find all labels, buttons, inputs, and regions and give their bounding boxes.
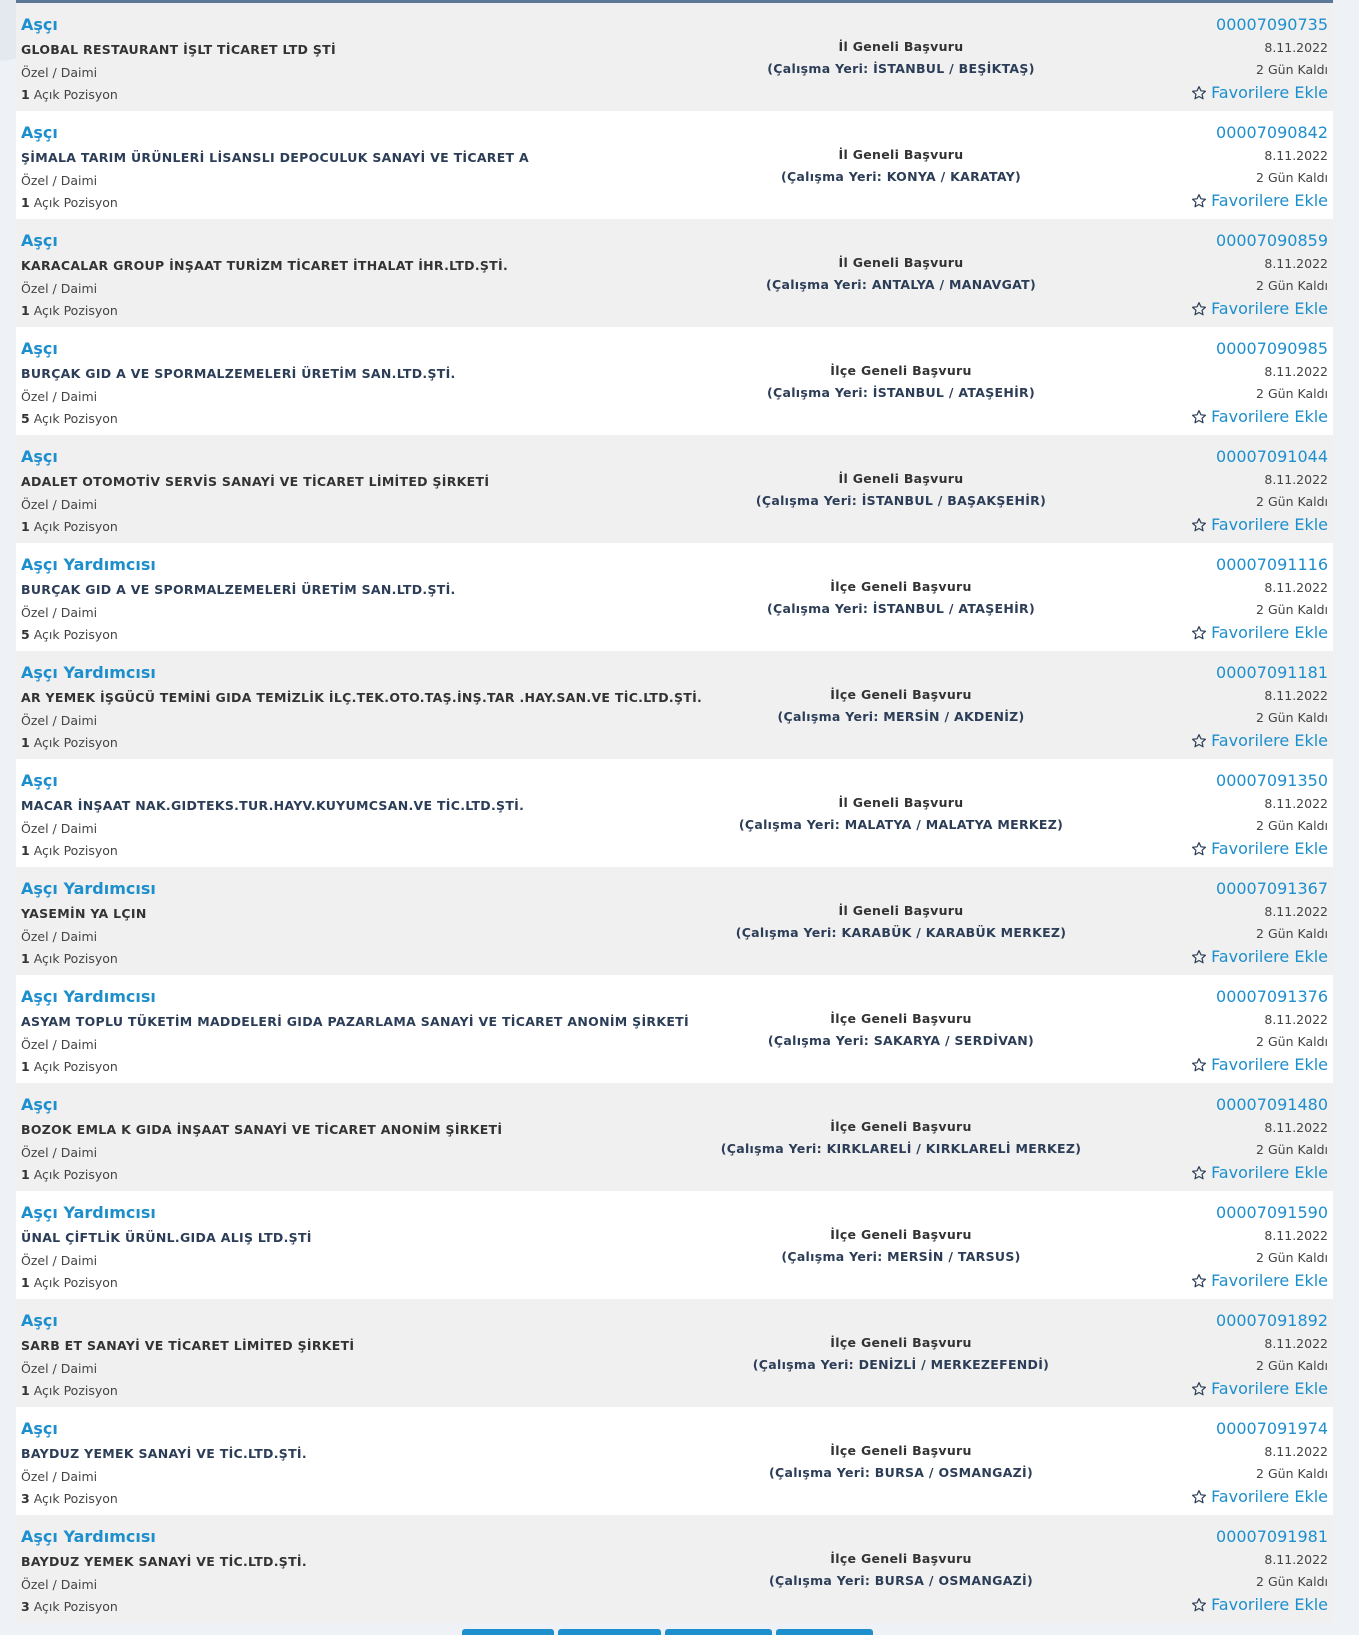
job-title-link[interactable]: Aşçı Yardımcısı [21,879,156,898]
work-location: (Çalışma Yeri: İSTANBUL / BEŞİKTAŞ) [767,61,1035,76]
job-listing-row [16,327,1333,435]
company-name: MACAR İNŞAAT NAK.GIDTEKS.TUR.HAYV.KUYUMCSAN.VE TİC.LTD.ŞTİ. [21,798,525,813]
days-left: 2 Gün Kaldı [1256,386,1328,401]
open-positions-count: 1 [21,303,30,318]
employment-type: Özel / Daimi [21,173,98,188]
open-positions-label: Açık Pozisyon [33,735,118,750]
job-listing-row [16,1191,1333,1299]
listing-date: 8.11.2022 [1264,1012,1328,1027]
add-to-favorites-button[interactable] [1191,191,1328,210]
application-scope: İlçe Geneli Başvuru [830,1335,972,1350]
open-positions-label: Açık Pozisyon [33,303,118,318]
application-scope: İl Geneli Başvuru [838,795,964,810]
days-left: 2 Gün Kaldı [1256,494,1328,509]
employment-type: Özel / Daimi [21,821,98,836]
open-positions-count: 1 [21,1167,30,1182]
add-to-favorites-label: Favorilere Ekle [1211,731,1328,750]
open-positions [21,1167,118,1182]
company-name: ASYAM TOPLU TÜKETİM MADDELERİ GIDA PAZARLAMA SANAYİ VE TİCARET ANONİM ŞİRKETİ [21,1014,689,1029]
listing-number-link[interactable]: 00007091590 [1216,1203,1328,1222]
job-title-link[interactable]: Aşçı Yardımcısı [21,1203,156,1222]
work-location: (Çalışma Yeri: BURSA / OSMANGAZİ) [768,1465,1034,1480]
application-scope-block [576,1551,1226,1588]
listing-date: 8.11.2022 [1264,1444,1328,1459]
application-scope-block [576,39,1226,76]
listing-date: 8.11.2022 [1264,256,1328,271]
add-to-favorites-label: Favorilere Ekle [1211,1163,1328,1182]
job-listing-row [16,1407,1333,1515]
employment-type: Özel / Daimi [21,497,98,512]
job-listing-row [16,1083,1333,1191]
application-scope: İlçe Geneli Başvuru [830,1119,972,1134]
company-name: YASEMİN YA LÇIN [21,906,147,921]
job-title-link[interactable]: Aşçı [21,1095,58,1114]
application-scope-block [576,687,1226,724]
job-title-link[interactable]: Aşçı [21,339,58,358]
job-title-link[interactable]: Aşçı [21,771,58,790]
open-positions-count: 5 [21,627,30,642]
add-to-favorites-button[interactable] [1191,1379,1328,1398]
open-positions-count: 1 [21,87,30,102]
work-location: (Çalışma Yeri: İSTANBUL / ATAŞEHİR) [766,385,1035,400]
employment-type: Özel / Daimi [21,1361,98,1376]
work-location: (Çalışma Yeri: DENİZLİ / MERKEZEFENDİ) [752,1357,1050,1372]
company-name: BOZOK EMLA K GIDA İNŞAAT SANAYİ VE TİCARET ANONİM ŞİRKETİ [21,1122,503,1137]
add-to-favorites-label: Favorilere Ekle [1211,623,1328,642]
application-scope-block [576,579,1226,616]
star-icon [1191,517,1207,533]
company-name: BAYDUZ YEMEK SANAYİ VE TİC.LTD.ŞTİ. [21,1554,307,1569]
job-listing-row [16,975,1333,1083]
application-scope: İlçe Geneli Başvuru [830,1443,972,1458]
listing-number-link[interactable]: 00007091350 [1216,771,1328,790]
job-listing-row [16,1515,1333,1623]
application-scope: İl Geneli Başvuru [838,147,964,162]
days-left: 2 Gün Kaldı [1256,1466,1328,1481]
add-to-favorites-button[interactable] [1191,83,1328,102]
job-title-link[interactable]: Aşçı Yardımcısı [21,1527,156,1546]
open-positions-count: 1 [21,1275,30,1290]
listing-number-link[interactable]: 00007091981 [1216,1527,1328,1546]
star-icon [1191,1489,1207,1505]
open-positions [21,843,118,858]
listing-number-link[interactable]: 00007091974 [1216,1419,1328,1438]
listing-number-link[interactable]: 00007090735 [1216,15,1328,34]
add-to-favorites-label: Favorilere Ekle [1211,1379,1328,1398]
open-positions [21,627,118,642]
listing-date: 8.11.2022 [1264,364,1328,379]
add-to-favorites-button[interactable] [1191,1055,1328,1074]
open-positions [21,195,118,210]
days-left: 2 Gün Kaldı [1256,1034,1328,1049]
job-listing-row [16,1299,1333,1407]
job-listing-row [16,543,1333,651]
work-location: (Çalışma Yeri: İSTANBUL / BAŞAKŞEHİR) [755,493,1047,508]
job-title-link[interactable]: Aşçı Yardımcısı [21,987,156,1006]
open-positions [21,1275,118,1290]
application-scope: İlçe Geneli Başvuru [830,579,972,594]
star-icon [1191,409,1207,425]
company-name: ŞİMALA TARIM ÜRÜNLERİ LİSANSLI DEPOCULUK SANAYİ VE TİCARET A [21,150,530,165]
work-location: (Çalışma Yeri: KIRKLARELİ / KIRKLARELİ MERKEZ) [720,1141,1082,1156]
open-positions-label: Açık Pozisyon [33,1167,118,1182]
open-positions [21,303,118,318]
days-left: 2 Gün Kaldı [1256,1250,1328,1265]
application-scope-block [576,1119,1226,1156]
days-left: 2 Gün Kaldı [1256,1142,1328,1157]
application-scope: İl Geneli Başvuru [838,903,964,918]
open-positions-label: Açık Pozisyon [33,195,118,210]
work-location: (Çalışma Yeri: ANTALYA / MANAVGAT) [766,277,1036,292]
open-positions-label: Açık Pozisyon [33,519,118,534]
application-scope: İlçe Geneli Başvuru [830,363,972,378]
job-listing-row [16,435,1333,543]
open-positions-label: Açık Pozisyon [33,1491,118,1506]
listing-number-link[interactable]: 00007091367 [1216,879,1328,898]
job-title-link[interactable]: Aşçı [21,123,58,142]
listing-date: 8.11.2022 [1264,472,1328,487]
add-to-favorites-button[interactable] [1191,947,1328,966]
application-scope: İlçe Geneli Başvuru [830,1551,972,1566]
employment-type: Özel / Daimi [21,1253,98,1268]
company-name: GLOBAL RESTAURANT İŞLT TİCARET LTD ŞTİ [21,42,336,57]
company-name: BAYDUZ YEMEK SANAYİ VE TİC.LTD.ŞTİ. [21,1446,307,1461]
application-scope-block [576,1227,1226,1264]
add-to-favorites-label: Favorilere Ekle [1211,947,1328,966]
add-to-favorites-button[interactable] [1191,407,1328,426]
listing-date: 8.11.2022 [1264,580,1328,595]
open-positions-label: Açık Pozisyon [33,1599,118,1614]
open-positions-count: 1 [21,1383,30,1398]
open-positions-label: Açık Pozisyon [33,411,118,426]
application-scope-block [576,363,1226,400]
job-listing-row [16,219,1333,327]
company-name: BURÇAK GID A VE SPORMALZEMELERİ ÜRETİM SAN.LTD.ŞTİ. [21,582,456,597]
open-positions-label: Açık Pozisyon [33,1275,118,1290]
job-listing-row [16,3,1333,111]
job-title-link[interactable]: Aşçı [21,231,58,250]
add-to-favorites-label: Favorilere Ekle [1211,83,1328,102]
pagination-button[interactable] [462,1629,554,1635]
add-to-favorites-button[interactable] [1191,515,1328,534]
add-to-favorites-label: Favorilere Ekle [1211,1595,1328,1614]
application-scope-block [576,147,1226,184]
job-title-link[interactable]: Aşçı [21,1419,58,1438]
open-positions [21,735,118,750]
employment-type: Özel / Daimi [21,1145,98,1160]
employment-type: Özel / Daimi [21,1469,98,1484]
work-location: (Çalışma Yeri: BURSA / OSMANGAZİ) [768,1573,1034,1588]
employment-type: Özel / Daimi [21,929,98,944]
days-left: 2 Gün Kaldı [1256,710,1328,725]
listing-number-link[interactable]: 00007091480 [1216,1095,1328,1114]
pagination-button[interactable] [665,1629,772,1635]
job-title-link[interactable]: Aşçı [21,1311,58,1330]
work-location: (Çalışma Yeri: SAKARYA / SERDİVAN) [767,1033,1035,1048]
company-name: AR YEMEK İŞGÜCÜ TEMİNİ GIDA TEMİZLİK İLÇ.TEK.OTO.TAŞ.İNŞ.TAR .HAY.SAN.VE TİC.LTD.ŞTİ. [21,690,703,705]
job-listing-row [16,867,1333,975]
application-scope-block [576,1443,1226,1480]
listing-date: 8.11.2022 [1264,1228,1328,1243]
star-icon [1191,301,1207,317]
application-scope-block [576,1335,1226,1372]
listing-number-link[interactable]: 00007091376 [1216,987,1328,1006]
listing-date: 8.11.2022 [1264,148,1328,163]
add-to-favorites-button[interactable] [1191,1163,1328,1182]
employment-type: Özel / Daimi [21,281,98,296]
days-left: 2 Gün Kaldı [1256,818,1328,833]
listing-number-link[interactable]: 00007091044 [1216,447,1328,466]
company-name: ÜNAL ÇİFTLİK ÜRÜNL.GIDA ALIŞ LTD.ŞTİ [21,1230,312,1245]
add-to-favorites-button[interactable] [1191,1487,1328,1506]
open-positions [21,411,118,426]
employment-type: Özel / Daimi [21,713,98,728]
application-scope-block [576,903,1226,940]
application-scope-block [576,795,1226,832]
star-icon [1191,1273,1207,1289]
open-positions-count: 1 [21,1059,30,1074]
open-positions-count: 1 [21,519,30,534]
days-left: 2 Gün Kaldı [1256,1574,1328,1589]
employment-type: Özel / Daimi [21,65,98,80]
listing-date: 8.11.2022 [1264,688,1328,703]
work-location: (Çalışma Yeri: İSTANBUL / ATAŞEHİR) [766,601,1035,616]
job-listing-list [16,0,1333,1623]
star-icon [1191,85,1207,101]
open-positions-count: 1 [21,951,30,966]
work-location: (Çalışma Yeri: KONYA / KARATAY) [780,169,1022,184]
star-icon [1191,193,1207,209]
add-to-favorites-label: Favorilere Ekle [1211,407,1328,426]
company-name: SARB ET SANAYİ VE TİCARET LİMİTED ŞİRKETİ [21,1338,355,1353]
star-icon [1191,949,1207,965]
open-positions-count: 1 [21,195,30,210]
employment-type: Özel / Daimi [21,1577,98,1592]
add-to-favorites-label: Favorilere Ekle [1211,515,1328,534]
add-to-favorites-label: Favorilere Ekle [1211,1487,1328,1506]
application-scope: İl Geneli Başvuru [838,255,964,270]
days-left: 2 Gün Kaldı [1256,926,1328,941]
open-positions-count: 1 [21,735,30,750]
open-positions [21,951,118,966]
job-title-link[interactable]: Aşçı Yardımcısı [21,663,156,682]
job-listing-row [16,651,1333,759]
listing-number-link[interactable]: 00007090859 [1216,231,1328,250]
listing-date: 8.11.2022 [1264,1336,1328,1351]
open-positions-count: 3 [21,1491,30,1506]
add-to-favorites-button[interactable] [1191,731,1328,750]
days-left: 2 Gün Kaldı [1256,170,1328,185]
star-icon [1191,841,1207,857]
add-to-favorites-button[interactable] [1191,623,1328,642]
open-positions [21,1059,118,1074]
listing-date: 8.11.2022 [1264,40,1328,55]
open-positions-count: 5 [21,411,30,426]
work-location: (Çalışma Yeri: KARABÜK / KARABÜK MERKEZ) [735,925,1067,940]
listing-number-link[interactable]: 00007091116 [1216,555,1328,574]
open-positions [21,1383,118,1398]
job-listing-row [16,111,1333,219]
pagination [462,1629,873,1635]
star-icon [1191,625,1207,641]
employment-type: Özel / Daimi [21,1037,98,1052]
application-scope: İlçe Geneli Başvuru [830,1227,972,1242]
add-to-favorites-button[interactable] [1191,1271,1328,1290]
employment-type: Özel / Daimi [21,605,98,620]
add-to-favorites-label: Favorilere Ekle [1211,1055,1328,1074]
open-positions [21,1491,118,1506]
add-to-favorites-button[interactable] [1191,839,1328,858]
work-location: (Çalışma Yeri: MALATYA / MALATYA MERKEZ) [738,817,1064,832]
open-positions [21,519,118,534]
open-positions-label: Açık Pozisyon [33,951,118,966]
job-listing-row [16,759,1333,867]
open-positions-label: Açık Pozisyon [33,87,118,102]
pagination-button[interactable] [776,1629,873,1635]
company-name: ADALET OTOMOTİV SERVİS SANAYİ VE TİCARET LİMİTED ŞİRKETİ [21,474,490,489]
work-location: (Çalışma Yeri: MERSİN / TARSUS) [781,1249,1021,1264]
listing-date: 8.11.2022 [1264,1120,1328,1135]
add-to-favorites-label: Favorilere Ekle [1211,1271,1328,1290]
application-scope: İlçe Geneli Başvuru [830,1011,972,1026]
open-positions-count: 1 [21,843,30,858]
star-icon [1191,1597,1207,1613]
application-scope-block [576,471,1226,508]
days-left: 2 Gün Kaldı [1256,602,1328,617]
listing-number-link[interactable]: 00007091181 [1216,663,1328,682]
open-positions [21,87,118,102]
pagination-button[interactable] [558,1629,661,1635]
star-icon [1191,733,1207,749]
add-to-favorites-label: Favorilere Ekle [1211,191,1328,210]
days-left: 2 Gün Kaldı [1256,1358,1328,1373]
application-scope: İl Geneli Başvuru [838,471,964,486]
work-location: (Çalışma Yeri: MERSİN / AKDENİZ) [777,709,1025,724]
open-positions-count: 3 [21,1599,30,1614]
application-scope-block [576,255,1226,292]
listing-date: 8.11.2022 [1264,1552,1328,1567]
star-icon [1191,1165,1207,1181]
listing-number-link[interactable]: 00007091892 [1216,1311,1328,1330]
employment-type: Özel / Daimi [21,389,98,404]
company-name: BURÇAK GID A VE SPORMALZEMELERİ ÜRETİM SAN.LTD.ŞTİ. [21,366,456,381]
application-scope: İl Geneli Başvuru [838,39,964,54]
add-to-favorites-button[interactable] [1191,299,1328,318]
days-left: 2 Gün Kaldı [1256,62,1328,77]
listing-number-link[interactable]: 00007090842 [1216,123,1328,142]
add-to-favorites-label: Favorilere Ekle [1211,299,1328,318]
open-positions-label: Açık Pozisyon [33,627,118,642]
job-title-link[interactable]: Aşçı [21,447,58,466]
add-to-favorites-label: Favorilere Ekle [1211,839,1328,858]
open-positions-label: Açık Pozisyon [33,843,118,858]
days-left: 2 Gün Kaldı [1256,278,1328,293]
listing-number-link[interactable]: 00007090985 [1216,339,1328,358]
job-title-link[interactable]: Aşçı Yardımcısı [21,555,156,574]
star-icon [1191,1057,1207,1073]
application-scope-block [576,1011,1226,1048]
star-icon [1191,1381,1207,1397]
add-to-favorites-button[interactable] [1191,1595,1328,1614]
company-name: KARACALAR GROUP İNŞAAT TURİZM TİCARET İTHALAT İHR.LTD.ŞTİ. [21,258,508,273]
listing-date: 8.11.2022 [1264,904,1328,919]
application-scope: İlçe Geneli Başvuru [830,687,972,702]
open-positions-label: Açık Pozisyon [33,1059,118,1074]
listing-date: 8.11.2022 [1264,796,1328,811]
open-positions-label: Açık Pozisyon [33,1383,118,1398]
job-title-link[interactable]: Aşçı [21,15,58,34]
open-positions [21,1599,118,1614]
